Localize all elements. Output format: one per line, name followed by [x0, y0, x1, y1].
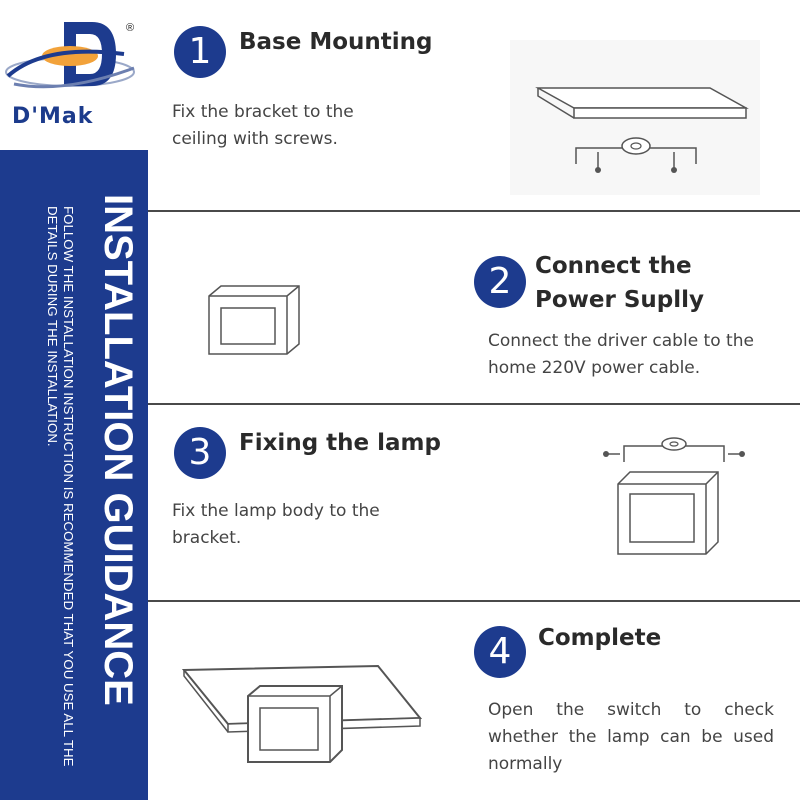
brand-name: D'Mak: [12, 104, 94, 129]
section-divider: [148, 600, 800, 602]
step-description: Fix the lamp body to the bracket.: [172, 501, 380, 548]
logo: [0, 0, 148, 150]
bracket-mounting-icon: [510, 40, 760, 195]
step-description: Fix the bracket to the ceiling with screws.: [172, 102, 354, 149]
registered-mark: ®: [126, 22, 135, 34]
step-title: Base Mounting: [239, 29, 433, 55]
installed-lamp-icon: [182, 662, 422, 772]
sidebar-band: [0, 150, 148, 800]
dmak-logo-icon: [4, 14, 140, 96]
step-number: 2: [474, 256, 526, 308]
step-title: Connect the Power Suplly: [535, 253, 705, 313]
section-divider: [148, 403, 800, 405]
lamp-body-icon: [205, 284, 305, 356]
step-number: 4: [474, 626, 526, 678]
sidebar-vertical-text: [0, 150, 148, 800]
step-description: Connect the driver cable to the home 220V power cable.: [488, 331, 754, 378]
sidebar: [0, 0, 148, 800]
step-number: 1: [174, 26, 226, 78]
step-title: Fixing the lamp: [239, 430, 441, 456]
sidebar-title: INSTALLATION GUIDANCE: [96, 194, 140, 706]
step-description: Open the switch to check whether the lamp can be used normally: [488, 700, 774, 774]
lamp-bracket-icon: [600, 432, 750, 562]
sidebar-note: FOLLOW THE INSTALLATION INSTRUCTION IS RECOMMENDED THAT YOU USE ALL THE DETAILS DURING THE INSTALLATION.: [45, 206, 76, 767]
section-divider: [148, 210, 800, 212]
step-title: Complete: [538, 625, 662, 651]
step-number: 3: [174, 427, 226, 479]
